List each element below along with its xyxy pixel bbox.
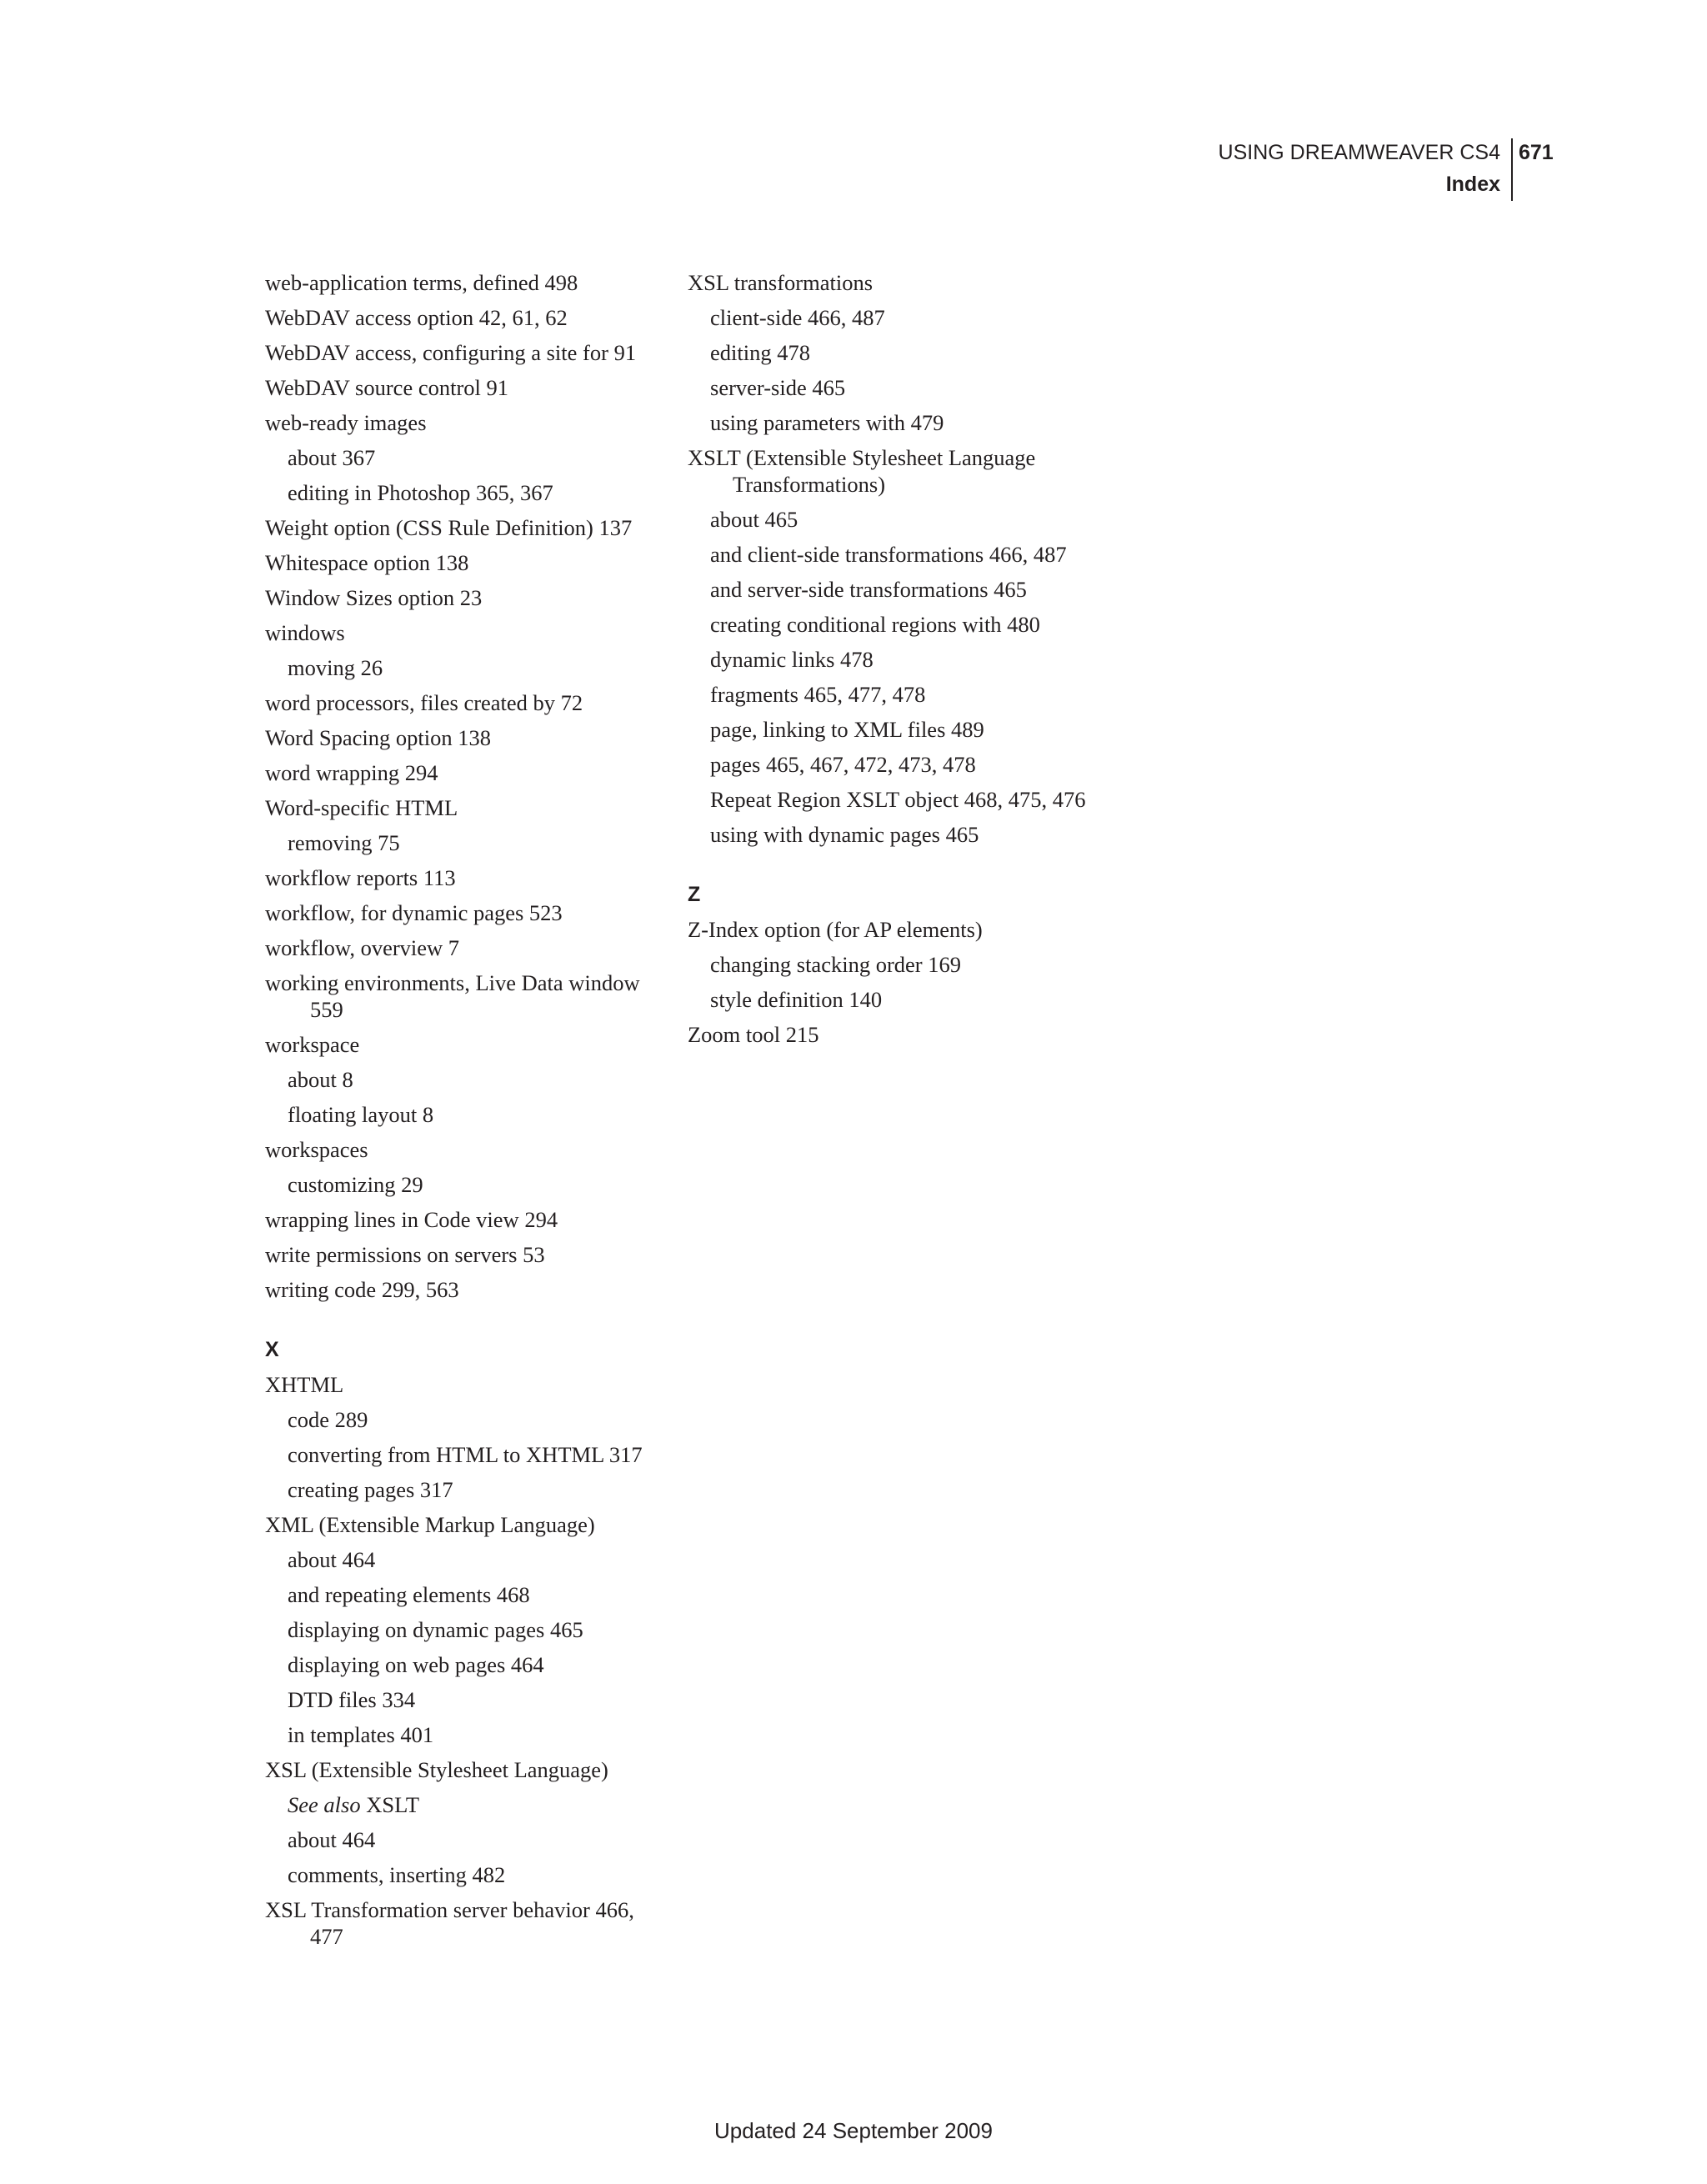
index-entry: WebDAV access, configuring a site for 91 xyxy=(265,340,637,365)
page-footer: Updated 24 September 2009 xyxy=(714,2118,993,2143)
index-entry: XML (Extensible Markup Language) xyxy=(265,1512,595,1537)
index-entry: writing code 299, 563 xyxy=(265,1277,459,1302)
index-subentry: creating conditional regions with 480 xyxy=(710,612,1040,637)
index-subentry: about 464 xyxy=(288,1547,376,1572)
index-subentry: removing 75 xyxy=(288,830,400,855)
page-header xyxy=(1059,138,1559,201)
index-entry: working environments, Live Data window 559 xyxy=(265,970,640,1022)
index-entry: XSLT (Extensible Stylesheet Language Transformations) xyxy=(688,445,1036,497)
index-entry: word wrapping 294 xyxy=(265,760,438,785)
index-subentry: and server-side transformations 465 xyxy=(710,577,1027,602)
index-entry: workflow, overview 7 xyxy=(265,935,460,960)
index-subentry: creating pages 317 xyxy=(288,1477,453,1502)
index-subentry: Repeat Region XSLT object 468, 475, 476 xyxy=(710,787,1086,812)
index-entry: write permissions on servers 53 xyxy=(265,1242,545,1267)
page-number: 671 xyxy=(1519,141,1554,164)
index-entry: workflow, for dynamic pages 523 xyxy=(265,900,563,925)
index-subentry: about 367 xyxy=(288,445,376,470)
index-subentry xyxy=(265,1791,665,1818)
index-entry: Weight option (CSS Rule Definition) 137 xyxy=(265,515,633,540)
index-entry: windows xyxy=(265,620,345,645)
index-subentry: moving 26 xyxy=(288,655,383,680)
index-subentry: converting from HTML to XHTML 317 xyxy=(288,1442,643,1467)
index-letter-heading: X xyxy=(265,1338,279,1361)
index-entry: WebDAV access option 42, 61, 62 xyxy=(265,305,568,330)
index-subentry: DTD files 334 xyxy=(288,1687,416,1712)
see-also-label: See also xyxy=(288,1792,361,1817)
index-subentry: about 465 xyxy=(710,507,798,532)
index-column-left xyxy=(265,269,665,1958)
index-subentry: customizing 29 xyxy=(288,1172,423,1197)
index-entry: web-ready images xyxy=(265,410,427,435)
index-letter-heading: Z xyxy=(688,883,701,906)
index-entry: XSL transformations xyxy=(688,270,874,295)
index-entry: Word-specific HTML xyxy=(265,795,458,820)
index-subentry: fragments 465, 477, 478 xyxy=(710,682,926,707)
index-entry: Whitespace option 138 xyxy=(265,550,469,575)
index-subentry: using with dynamic pages 465 xyxy=(710,822,979,847)
index-entry: Word Spacing option 138 xyxy=(265,725,491,750)
index-column-right xyxy=(688,269,1154,1056)
index-subentry: and repeating elements 468 xyxy=(288,1582,530,1607)
index-entry: XSL (Extensible Stylesheet Language) xyxy=(265,1757,608,1782)
index-subentry: and client-side transformations 466, 487 xyxy=(710,542,1067,567)
index-subentry: displaying on web pages 464 xyxy=(288,1652,544,1677)
index-subentry: floating layout 8 xyxy=(288,1102,434,1127)
index-subentry: using parameters with 479 xyxy=(710,410,944,435)
index-entry: wrapping lines in Code view 294 xyxy=(265,1207,558,1232)
index-entry: workflow reports 113 xyxy=(265,865,456,890)
index-subentry: comments, inserting 482 xyxy=(288,1862,506,1887)
index-entry: XSL Transformation server behavior 466, 477 xyxy=(265,1897,634,1949)
section-title: Index xyxy=(1445,173,1500,196)
index-subentry: client-side 466, 487 xyxy=(710,305,885,330)
index-subentry: pages 465, 467, 472, 473, 478 xyxy=(710,752,976,777)
index-subentry: in templates 401 xyxy=(288,1722,434,1747)
header-divider xyxy=(1511,138,1513,201)
index-subentry: about 464 xyxy=(288,1827,376,1852)
index-entry: XHTML xyxy=(265,1372,344,1397)
index-subentry: code 289 xyxy=(288,1407,368,1432)
index-entry: workspace xyxy=(265,1032,360,1057)
index-entry: Z-Index option (for AP elements) xyxy=(688,917,983,942)
index-subentry: displaying on dynamic pages 465 xyxy=(288,1617,583,1642)
index-subentry: page, linking to XML files 489 xyxy=(710,717,984,742)
index-subentry: style definition 140 xyxy=(710,987,883,1012)
document-title: USING DREAMWEAVER CS4 xyxy=(1218,141,1500,164)
index-entry: word processors, files created by 72 xyxy=(265,690,583,715)
index-entry: WebDAV source control 91 xyxy=(265,375,509,400)
index-entry: Zoom tool 215 xyxy=(688,1022,819,1047)
index-subentry: changing stacking order 169 xyxy=(710,952,961,977)
index-subentry: about 8 xyxy=(288,1067,353,1092)
index-subentry: editing 478 xyxy=(710,340,810,365)
index-entry: Window Sizes option 23 xyxy=(265,585,483,610)
index-subentry: dynamic links 478 xyxy=(710,647,874,672)
index-subentry: server-side 465 xyxy=(710,375,846,400)
index-entry: workspaces xyxy=(265,1137,368,1162)
see-also-target: XSLT xyxy=(366,1792,420,1817)
index-entry: web-application terms, defined 498 xyxy=(265,270,578,295)
index-subentry: editing in Photoshop 365, 367 xyxy=(288,480,553,505)
